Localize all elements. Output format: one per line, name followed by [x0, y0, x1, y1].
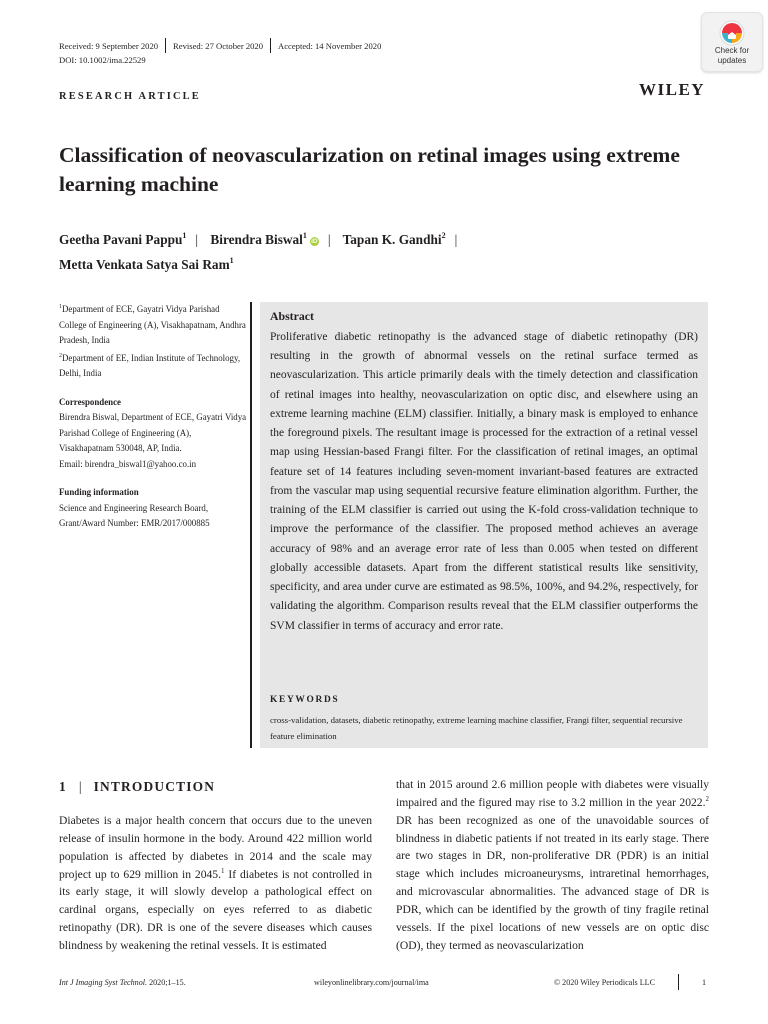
section-separator: | [78, 779, 82, 794]
author-name[interactable]: Metta Venkata Satya Sai Ram [59, 257, 230, 272]
footer-url[interactable]: wileyonlinelibrary.com/journal/ima [314, 978, 429, 987]
doi[interactable]: DOI: 10.1002/ima.22529 [59, 55, 146, 65]
author-separator: | [327, 232, 331, 247]
author-separator: | [454, 232, 458, 247]
section-title: INTRODUCTION [93, 779, 216, 794]
publisher-logo: WILEY [639, 80, 706, 99]
body-column-right: that in 2015 around 2.6 million people with diabetes were visually impaired and the figured may rise to 3.2 million in the year 2022.$^2$ DR has been recognized as one of the unavoidable sources of blindness in diabetic patients if not treated in its early stage. There are two stages in DR, non-proliferative DR (PDR) is an initial stage which includes microaneurysms, intraretinal hemorrhages, and microvascular abnormalities. The advanced stage of DR is PDR, which can be identified by the growth of tiny fragile retinal vessels. If the pixel locations of new vessels are on optic disc (OD), they termed as neovascularization [396, 778, 709, 952]
section-heading [59, 779, 215, 795]
accepted-date: Accepted: 14 November 2020 [278, 40, 382, 51]
affiliation-marker: 2 [441, 230, 446, 240]
check-for-updates-label: Check for [714, 46, 750, 55]
abstract-text: Proliferative diabetic retinopathy is the advanced stage of diabetic retinopathy (DR) resulting in the growth of abnormal vessels on the retinal surface termed as neovascularization. This article primarily deals with the timely detection and classification of retinal images into healthy, neovascularization on optic disc, and elsewhere using an extreme learning machine (ELM) classifier. Initially, a binary mask is employed to enhance the foreground pixels. The resultant image is processed for the extraction of a retinal vessel map using Hessian-based Frangi filter. For the classification of retinal images, an optimal feature set of 14 features including seven-moment invariant-based features are extracted from the vascular map using sequential recursive feature elimination algorithm. Further, the training of the ELM classifier is carried out using the K-fold cross-validation technique to improve the performance of the classifier. The proposed method achieves an average accuracy of 98% and an average error rate of less than 0.005 when tested on different globally accessible datasets. Apart from the different statistical results like sensitivity, specificity, and area under curve are estimated as 98.5%, 100%, and 94.2%, respectively, for validating the algorithm. Comparison results reveal that the ELM classifier outperforms the SVM classifier in terms of accuracy and error rate. [270, 331, 698, 632]
article-type: RESEARCH ARTICLE [59, 91, 201, 102]
article-info-sidebar [59, 302, 247, 532]
footer-journal: Int J Imaging Syst Technol. 2020;1–15. [59, 978, 186, 987]
crossmark-icon [719, 20, 745, 46]
affiliation: $^2$Department of EE, Indian Institute of Technology, Delhi, India [59, 352, 241, 378]
section-number: 1 [59, 779, 67, 794]
funding-text: Science and Engineering Research Board, Grant/Award Number: EMR/2017/000885 [59, 502, 210, 528]
funding-heading: Funding information [59, 487, 139, 497]
body-column-left: Diabetes is a major health concern that occurs due to the uneven release of insulin hormone in the body. Around 422 million world population is affected by diabetes in 2014 and the scale may project up to 629 million in 2045.$^1$ If diabetes is not controlled in its early stage, it will slowly develop a pathological effect on cardinal organs, especially on eyes referred to as diabetic retinopathy (DR). DR is one of the severe diseases which causes blindness by weakening the retinal vessels. It is estimated [59, 814, 373, 952]
correspondence-heading: Correspondence [59, 396, 121, 407]
divider [165, 38, 166, 53]
page-number: 1 [702, 978, 707, 987]
article-title: Classification of neovascularization on retinal images using extreme learning machine [59, 143, 680, 196]
abstract-heading: Abstract [270, 309, 314, 323]
author-name[interactable]: Geetha Pavani Pappu [59, 232, 183, 247]
check-for-updates-button[interactable] [701, 12, 763, 72]
article-dates [59, 38, 381, 53]
footer-divider [678, 974, 679, 990]
author-list [59, 227, 709, 277]
received-date: Received: 9 September 2020 [59, 40, 159, 51]
author-name[interactable]: Tapan K. Gandhi [342, 232, 442, 247]
check-for-updates-label: updates [717, 55, 747, 65]
divider [270, 38, 271, 53]
revised-date: Revised: 27 October 2020 [173, 40, 264, 51]
correspondence-email[interactable]: Email: birendra_biswal1@yahoo.co.in [59, 458, 197, 469]
footer-copyright: © 2020 Wiley Periodicals LLC [554, 978, 655, 987]
affiliation: $^1$Department of ECE, Gayatri Vidya Parishad College of Engineering (A), Visakhapatnam, Andhra Pradesh, India [59, 304, 246, 345]
orcid-icon[interactable]: iD [311, 238, 318, 245]
affiliation-marker: 1 [182, 230, 187, 240]
keywords-heading: KEYWORDS [270, 695, 340, 705]
column-divider [250, 302, 252, 748]
abstract-box [260, 302, 708, 748]
correspondence-text: Birendra Biswal, Department of ECE, Gayatri Vidya Parishad College of Engineering (A), Visakhapatnam 530048, AP, India. [59, 412, 247, 453]
citation-ref[interactable]: 1 [221, 866, 225, 875]
affiliation-marker: 1 [229, 255, 234, 265]
affiliation-marker: 1 [302, 230, 307, 240]
author-name[interactable]: Birendra Biswal [210, 232, 303, 247]
author-separator: | [195, 232, 199, 247]
keywords-text: cross-validation, datasets, diabetic retinopathy, extreme learning machine classifier, Frangi filter, sequential recursive feature elimination [270, 715, 683, 741]
citation-ref[interactable]: 2 [705, 794, 709, 803]
